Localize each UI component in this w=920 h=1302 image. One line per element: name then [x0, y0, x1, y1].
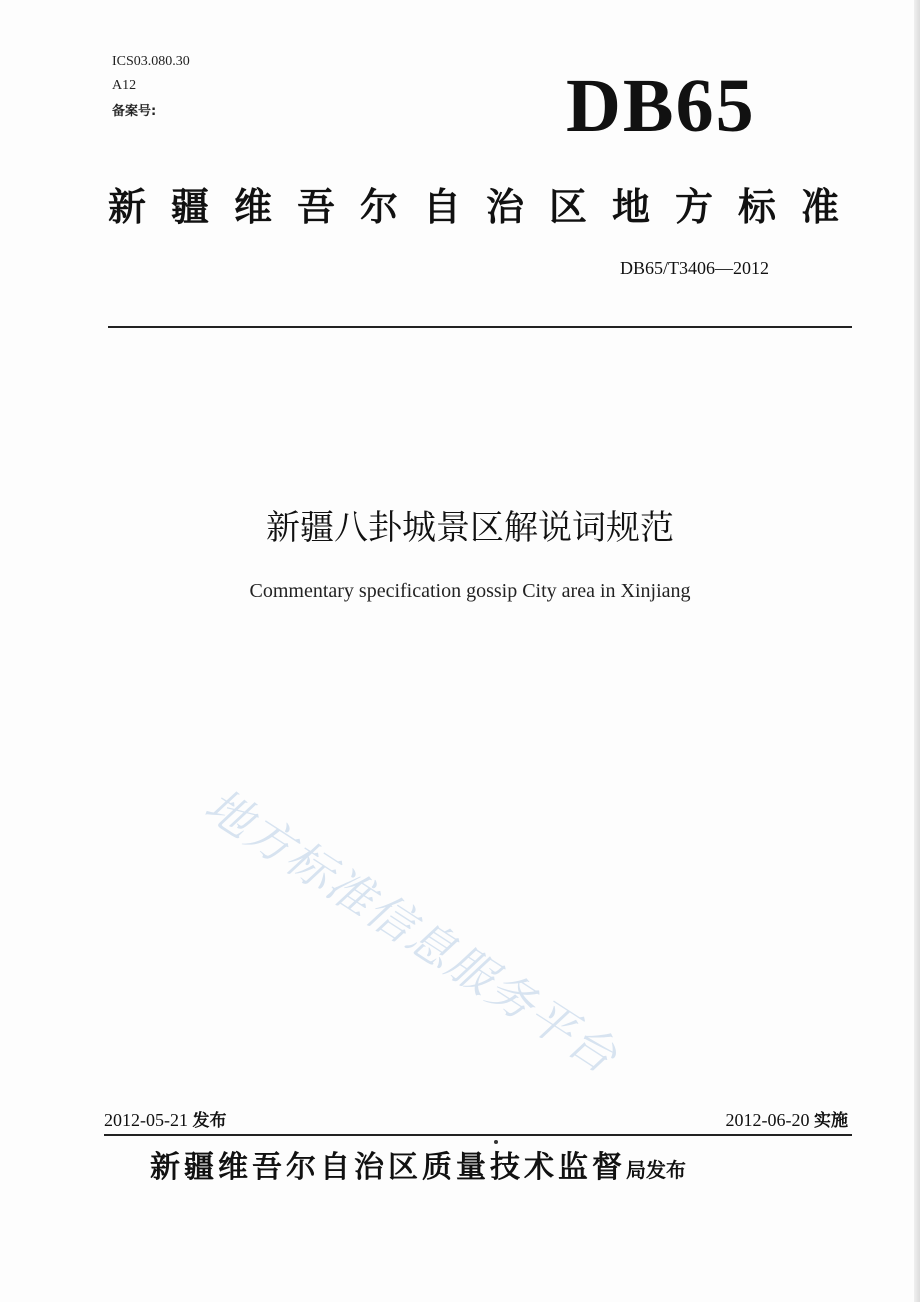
implement-date-block: [726, 1106, 849, 1131]
publisher-suffix: 局发布: [626, 1158, 686, 1182]
publish-date: 2012-05-21: [104, 1110, 188, 1130]
standard-type-title: 新疆维吾尔自治区地方标准: [108, 185, 865, 229]
implement-date: 2012-06-20: [725, 1110, 810, 1130]
publish-date-block: [104, 1106, 227, 1131]
publisher-org: 新疆维吾尔自治区质量技术监督: [150, 1150, 626, 1185]
standard-number: DB65/T3406—2012: [620, 258, 770, 278]
classification-code: A12: [112, 78, 137, 93]
watermark: 地方标准信息服务平台: [195, 777, 628, 1085]
top-divider: [108, 326, 852, 328]
record-number-label: 备案号:: [112, 104, 157, 119]
bottom-divider: [104, 1134, 852, 1136]
implement-label: 实施: [814, 1111, 848, 1131]
document-title-cn: 新疆八卦城景区解说词规范: [266, 508, 674, 548]
ics-code: ICS03.080.30: [112, 54, 190, 69]
standard-code-large: DB65: [566, 64, 756, 148]
document-title-en: Commentary specification gossip City area in Xinjiang: [249, 580, 691, 602]
publish-label: 发布: [192, 1111, 227, 1131]
publisher: [150, 1142, 850, 1186]
scan-edge: [914, 0, 920, 1302]
